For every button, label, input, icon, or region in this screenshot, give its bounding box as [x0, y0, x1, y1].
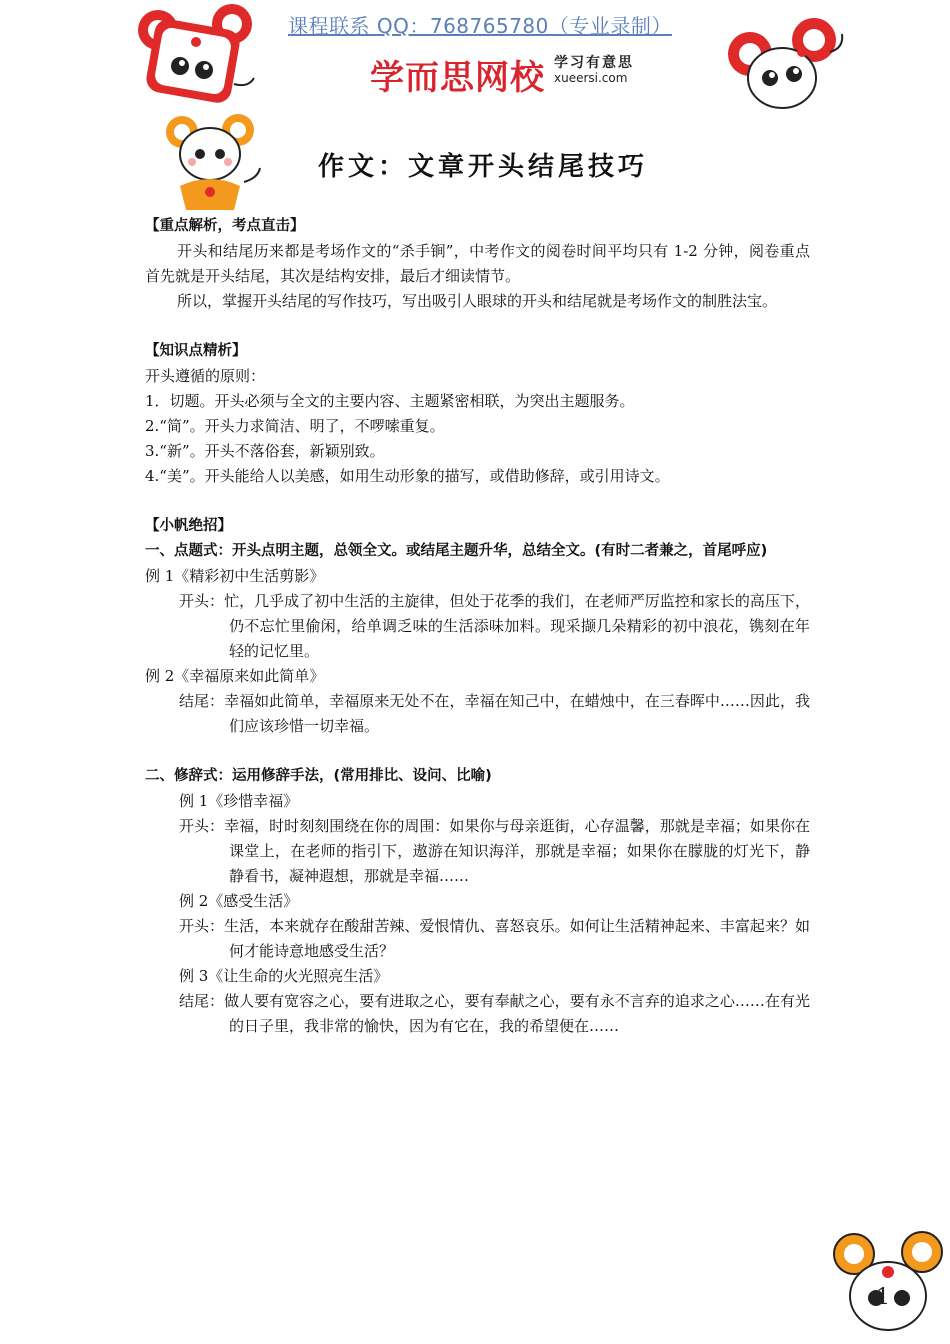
- mascot-top-left-icon: [136, 4, 258, 106]
- section-heading: 【重点解析，考点直击】: [145, 218, 305, 234]
- example-text: 结尾：幸福如此简单，幸福原来无处不在，幸福在知己中，在蜡烛中，在三春晖中……因此，我们应该珍惜一切幸福。: [179, 692, 810, 735]
- example-title: 例 1《精彩初中生活剪影》: [145, 567, 325, 585]
- logo-side: [554, 56, 634, 86]
- logo-url: xueersi.com: [554, 71, 628, 85]
- section-heading: 【知识点精析】: [145, 343, 247, 359]
- example-text: 结尾：做人要有宽容之心，要有进取之心，要有奉献之心，要有永不言弃的追求之心……在有光的日子里，我非常的愉快，因为有它在，我的希望便在……: [179, 992, 810, 1035]
- example-text: 开头：忙，几乎成了初中生活的主旋律，但处于花季的我们，在老师严厉监控和家长的高压下，仍不忘忙里偷闲，给单调乏味的生活添味加料。现采撷几朵精彩的初中浪花，镌刻在年轻的记忆里。: [179, 592, 810, 660]
- page-title: 作文：文章开头结尾技巧: [318, 152, 649, 182]
- example-text: 开头：生活，本来就存在酸甜苦辣、爱恨情仇、喜怒哀乐。如何让生活精神起来、丰富起来？如何才能诗意地感受生活？: [179, 917, 810, 960]
- logo-text: 学而思网校: [370, 58, 545, 98]
- example-title: 例 2《幸福原来如此简单》: [145, 667, 325, 685]
- principles-intro: 开头遵循的原则：: [145, 367, 266, 385]
- example-title: 例 2《感受生活》: [179, 892, 299, 910]
- list-item: 2.“简”。开头力求简洁、明了，不啰嗦重复。: [145, 417, 445, 435]
- mascot-orange-icon: [164, 112, 268, 212]
- paragraph: 开头和结尾历来都是考场作文的“杀手锏”，中考作文的阅卷时间平均只有 1-2 分钟，阅卷重点首先就是开头结尾，其次是结构安排，最后才细读情节。: [145, 242, 810, 285]
- document-body: [145, 214, 810, 1039]
- brand-logo: [370, 50, 634, 99]
- mascot-bottom-right-icon: [830, 1230, 950, 1340]
- list-item: 4.“美”。开头能给人以美感，如用生动形象的描写，或借助修辞，或引用诗文。: [145, 467, 670, 485]
- list-item: 3.“新”。开头不落俗套，新颖别致。: [145, 442, 385, 460]
- contact-line: 课程联系 QQ：768765780（专业录制）: [288, 14, 672, 38]
- page-number: 1: [876, 1285, 890, 1310]
- example-text: 开头：幸福，时时刻刻围绕在你的周围：如果你与母亲逛街，心存温馨，那就是幸福；如果你在课堂上，在老师的指引下，遨游在知识海洋，那就是幸福；如果你在朦胧的灯光下，静静看书，凝神遐想，那就是幸福……: [179, 817, 810, 885]
- list-item: 1．切题。开头必须与全文的主要内容、主题紧密相联，为突出主题服务。: [145, 392, 635, 410]
- example-title: 例 1《珍惜幸福》: [179, 792, 299, 810]
- mascot-top-right-icon: [720, 12, 850, 114]
- method-heading: 一、点题式：开头点明主题，总领全文。或结尾主题升华，总结全文。(有时二者兼之，首尾呼应): [145, 543, 768, 559]
- logo-slogan: 学习有意思: [554, 55, 634, 71]
- paragraph: 所以，掌握开头结尾的写作技巧，写出吸引人眼球的开头和结尾就是考场作文的制胜法宝。: [177, 292, 778, 310]
- method-heading: 二、修辞式：运用修辞手法，(常用排比、设问、比喻): [145, 768, 492, 784]
- section-heading: 【小帆绝招】: [145, 518, 232, 534]
- example-title: 例 3《让生命的火光照亮生活》: [179, 967, 389, 985]
